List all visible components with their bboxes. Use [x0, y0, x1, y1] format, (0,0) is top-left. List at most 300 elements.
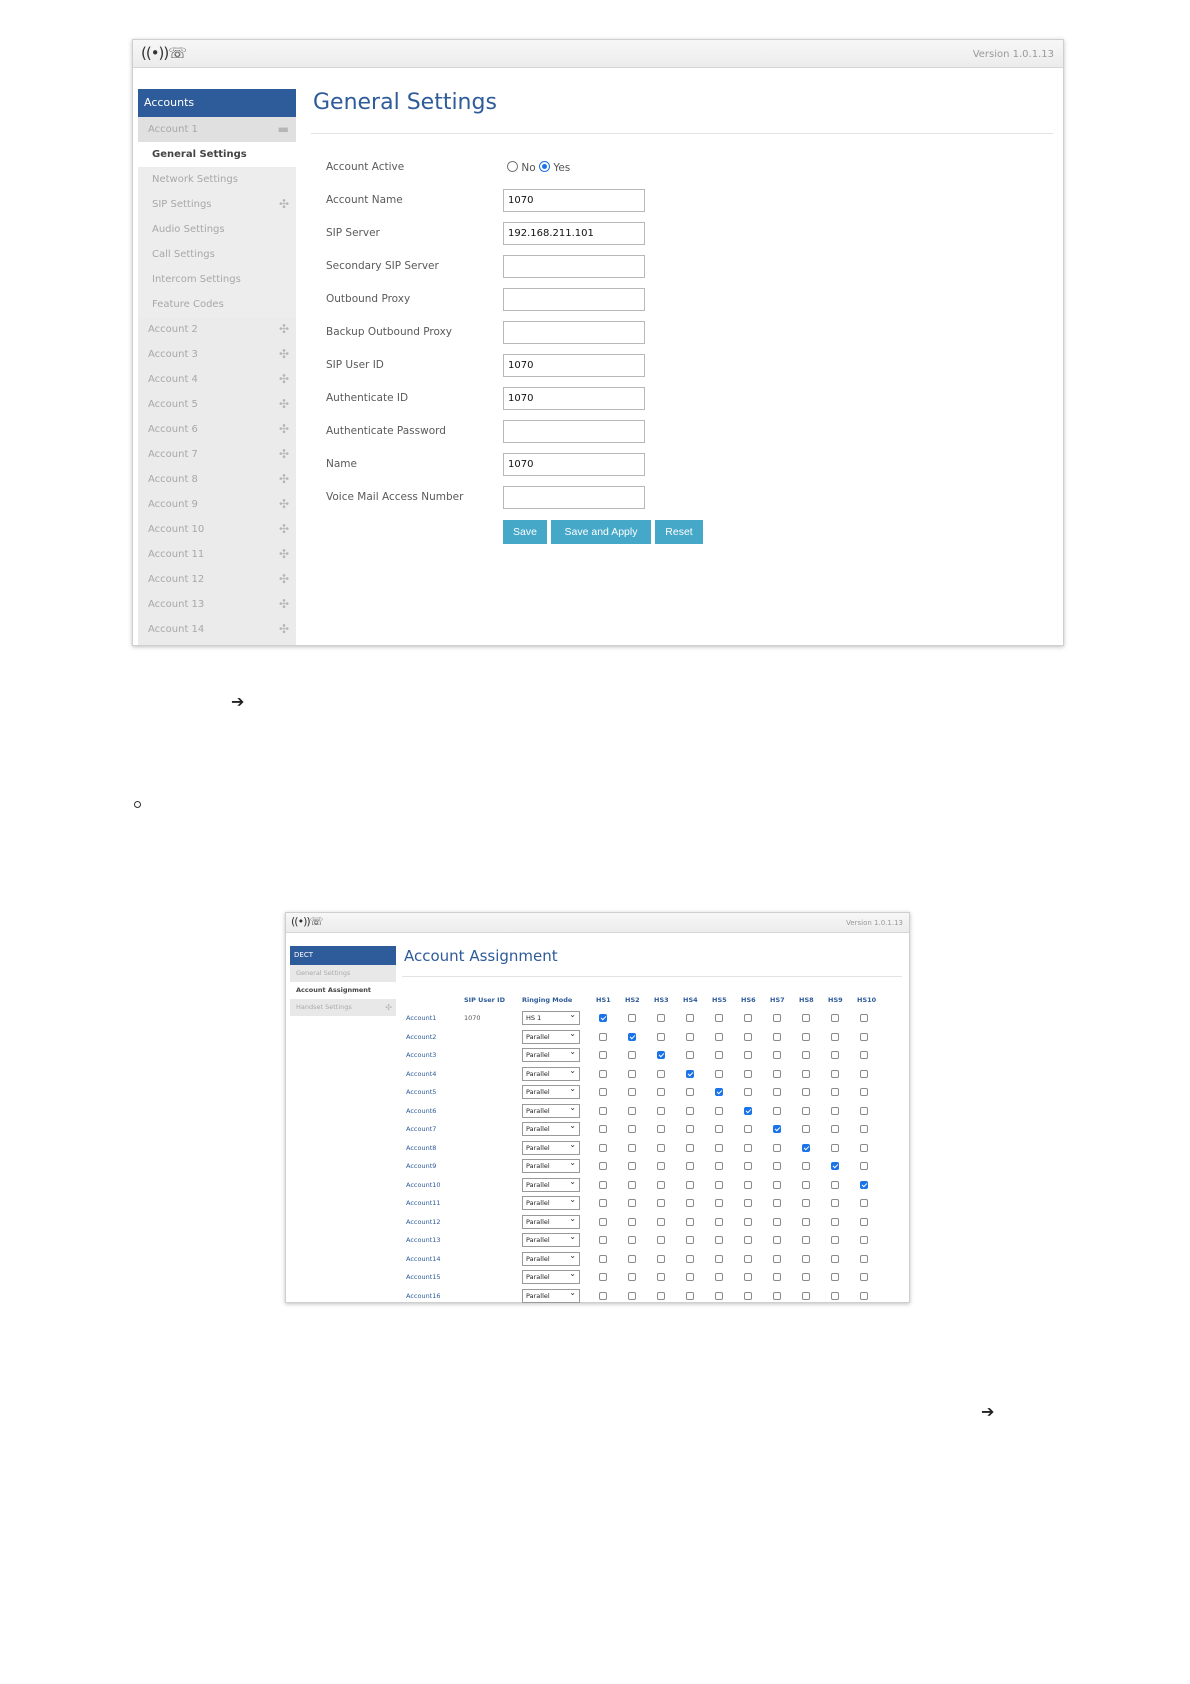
- sip-user-id: 1070: [464, 1014, 481, 1022]
- collapse-icon[interactable]: ▬: [277, 122, 289, 136]
- sidebar-item-account[interactable]: [138, 392, 296, 417]
- handset-checkbox[interactable]: [773, 1181, 781, 1189]
- sidebar-item-label: Account 11: [148, 549, 205, 560]
- text-input[interactable]: [503, 486, 645, 509]
- handset-checkbox[interactable]: [744, 1162, 752, 1170]
- sidebar-item-label: Feature Codes: [152, 299, 224, 310]
- handset-checkbox[interactable]: [686, 1218, 694, 1226]
- radio-no-label: No: [521, 162, 536, 174]
- handset-checkbox[interactable]: [715, 1199, 723, 1207]
- expand-icon[interactable]: ✣: [278, 497, 289, 511]
- handset-checkbox[interactable]: [744, 1255, 752, 1263]
- handset-checkbox[interactable]: [773, 1051, 781, 1059]
- handset-checkbox[interactable]: [686, 1273, 694, 1281]
- sidebar: [138, 89, 296, 645]
- text-input[interactable]: [503, 255, 645, 278]
- sidebar-item-account[interactable]: [138, 367, 296, 392]
- text-input[interactable]: 1070: [503, 453, 645, 476]
- handset-checkbox[interactable]: [831, 1292, 839, 1300]
- handset-checkbox[interactable]: [744, 1144, 752, 1152]
- handset-checkbox[interactable]: [715, 1070, 723, 1078]
- handset-checkbox[interactable]: [657, 1292, 665, 1300]
- handset-checkbox[interactable]: [744, 1218, 752, 1226]
- text-input[interactable]: [503, 288, 645, 311]
- field-label: Authenticate ID: [326, 392, 409, 404]
- expand-icon[interactable]: ✣: [278, 422, 289, 436]
- ringing-mode-select[interactable]: Parallel ⌄: [522, 1196, 580, 1210]
- sidebar-subitem[interactable]: [138, 242, 296, 267]
- handset-checkbox[interactable]: [628, 1273, 636, 1281]
- ringing-mode-select[interactable]: Parallel ⌄: [522, 1159, 580, 1173]
- column-header-handset: HS10: [857, 996, 877, 1004]
- handset-checkbox[interactable]: [599, 1292, 607, 1300]
- handset-checkbox[interactable]: [831, 1033, 839, 1041]
- sidebar-item-handset-settings[interactable]: [290, 999, 396, 1016]
- handset-checkbox[interactable]: [686, 1070, 694, 1078]
- sidebar-item-account[interactable]: [138, 342, 296, 367]
- handset-checkbox[interactable]: [802, 1292, 810, 1300]
- handset-checkbox[interactable]: [773, 1125, 781, 1133]
- handset-checkbox[interactable]: [628, 1292, 636, 1300]
- handset-checkbox[interactable]: [773, 1162, 781, 1170]
- handset-checkbox[interactable]: [657, 1162, 665, 1170]
- handset-checkbox[interactable]: [773, 1014, 781, 1022]
- expand-icon[interactable]: ✣: [278, 622, 289, 636]
- handset-checkbox[interactable]: [773, 1292, 781, 1300]
- radio-yes[interactable]: [539, 161, 550, 172]
- radio-no[interactable]: [507, 161, 518, 172]
- sidebar-item-label: Account 6: [148, 424, 198, 435]
- handset-checkbox[interactable]: [599, 1014, 607, 1022]
- handset-checkbox[interactable]: [744, 1070, 752, 1078]
- handset-checkbox[interactable]: [831, 1107, 839, 1115]
- account-label: Account4: [406, 1069, 437, 1078]
- sidebar-item-label: Account 10: [148, 524, 205, 535]
- handset-checkbox[interactable]: [715, 1255, 723, 1263]
- account-label: Account9: [406, 1162, 437, 1170]
- handset-checkbox[interactable]: [860, 1144, 868, 1152]
- handset-checkbox[interactable]: [628, 1144, 636, 1152]
- text-input[interactable]: 1070: [503, 189, 645, 212]
- handset-checkbox[interactable]: [860, 1199, 868, 1207]
- handset-checkbox[interactable]: [715, 1033, 723, 1041]
- field-label: Secondary SIP Server: [326, 260, 439, 272]
- handset-checkbox[interactable]: [715, 1014, 723, 1022]
- text-input[interactable]: [503, 420, 645, 443]
- field-label: Authenticate Password: [326, 425, 446, 437]
- handset-checkbox[interactable]: [628, 1088, 636, 1096]
- handset-checkbox[interactable]: [831, 1051, 839, 1059]
- handset-checkbox[interactable]: [686, 1107, 694, 1115]
- field-label: SIP User ID: [326, 359, 384, 371]
- handset-checkbox[interactable]: [831, 1088, 839, 1096]
- handset-checkbox[interactable]: [628, 1070, 636, 1078]
- reset-button[interactable]: Reset: [655, 520, 703, 544]
- save-button[interactable]: Save: [503, 520, 547, 544]
- handset-checkbox[interactable]: [773, 1255, 781, 1263]
- handset-checkbox[interactable]: [599, 1218, 607, 1226]
- handset-checkbox[interactable]: [686, 1051, 694, 1059]
- handset-checkbox[interactable]: [715, 1125, 723, 1133]
- handset-checkbox[interactable]: [715, 1273, 723, 1281]
- sidebar-item-label: General Settings: [152, 149, 247, 160]
- divider: [311, 133, 1053, 134]
- sidebar-item-account[interactable]: [138, 567, 296, 592]
- handset-checkbox[interactable]: [686, 1236, 694, 1244]
- column-header-handset: HS1: [596, 996, 611, 1004]
- handset-checkbox[interactable]: [860, 1255, 868, 1263]
- sidebar-header-dect[interactable]: DECT: [290, 946, 396, 965]
- handset-checkbox[interactable]: [715, 1144, 723, 1152]
- handset-checkbox[interactable]: [802, 1162, 810, 1170]
- account-label: Account2: [406, 1032, 437, 1041]
- ringing-mode-select[interactable]: Parallel ⌄: [522, 1141, 580, 1155]
- sidebar-item-label: Account 9: [148, 499, 198, 510]
- handset-checkbox[interactable]: [860, 1236, 868, 1244]
- handset-checkbox[interactable]: [802, 1181, 810, 1189]
- text-input[interactable]: [503, 321, 645, 344]
- handset-checkbox[interactable]: [628, 1033, 636, 1041]
- handset-checkbox[interactable]: [802, 1199, 810, 1207]
- account-label: Account15: [406, 1273, 441, 1281]
- sidebar-item-label: Account 1: [148, 124, 198, 135]
- handset-checkbox[interactable]: [773, 1199, 781, 1207]
- sidebar-item-account[interactable]: [138, 617, 296, 642]
- handset-checkbox[interactable]: [802, 1070, 810, 1078]
- handset-checkbox[interactable]: [657, 1273, 665, 1281]
- expand-icon[interactable]: ✣: [278, 397, 289, 411]
- sidebar-item-label: Account 4: [148, 374, 198, 385]
- handset-checkbox[interactable]: [802, 1125, 810, 1133]
- handset-checkbox[interactable]: [628, 1107, 636, 1115]
- handset-checkbox[interactable]: [744, 1033, 752, 1041]
- handset-checkbox[interactable]: [657, 1014, 665, 1022]
- handset-checkbox[interactable]: [657, 1218, 665, 1226]
- handset-checkbox[interactable]: [599, 1144, 607, 1152]
- handset-checkbox[interactable]: [686, 1125, 694, 1133]
- text-input[interactable]: 1070: [503, 387, 645, 410]
- expand-icon[interactable]: ✣: [278, 522, 289, 536]
- handset-checkbox[interactable]: [860, 1107, 868, 1115]
- account-label: Account6: [406, 1106, 437, 1115]
- handset-checkbox[interactable]: [744, 1236, 752, 1244]
- ringing-mode-select[interactable]: Parallel ⌄: [522, 1030, 580, 1044]
- sidebar-item-label: Handset Settings: [296, 1003, 352, 1011]
- handset-checkbox[interactable]: [715, 1088, 723, 1096]
- sidebar-subitem[interactable]: [138, 167, 296, 192]
- handset-checkbox[interactable]: [773, 1107, 781, 1115]
- handset-checkbox[interactable]: [744, 1125, 752, 1133]
- handset-checkbox[interactable]: [599, 1199, 607, 1207]
- column-header-handset: HS4: [683, 996, 698, 1004]
- column-header-ringing-mode: Ringing Mode: [522, 996, 573, 1004]
- handset-checkbox[interactable]: [831, 1144, 839, 1152]
- sidebar-item-general-settings[interactable]: General Settings: [290, 965, 396, 982]
- handset-checkbox[interactable]: [657, 1144, 665, 1152]
- account-active-label: Account Active: [326, 161, 405, 173]
- sidebar-item-label: Intercom Settings: [152, 274, 241, 285]
- handset-checkbox[interactable]: [599, 1162, 607, 1170]
- expand-icon[interactable]: ✣: [278, 347, 289, 361]
- page-title: General Settings: [313, 90, 497, 115]
- radio-yes-label: Yes: [553, 162, 571, 174]
- handset-checkbox[interactable]: [657, 1181, 665, 1189]
- handset-checkbox[interactable]: [744, 1181, 752, 1189]
- bullet-icon: [134, 801, 141, 808]
- handset-checkbox[interactable]: [802, 1107, 810, 1115]
- handset-checkbox[interactable]: [860, 1181, 868, 1189]
- handset-checkbox[interactable]: [599, 1033, 607, 1041]
- sidebar-header-accounts[interactable]: Accounts: [138, 89, 296, 117]
- sidebar-item-account[interactable]: [138, 517, 296, 542]
- handset-checkbox[interactable]: [860, 1162, 868, 1170]
- handset-checkbox[interactable]: [657, 1033, 665, 1041]
- handset-checkbox[interactable]: [599, 1236, 607, 1244]
- ringing-mode-select[interactable]: HS 1 ⌄: [522, 1011, 580, 1025]
- handset-checkbox[interactable]: [628, 1014, 636, 1022]
- handset-checkbox[interactable]: [744, 1199, 752, 1207]
- save-and-apply-button[interactable]: Save and Apply: [551, 520, 651, 544]
- handset-checkbox[interactable]: [860, 1088, 868, 1096]
- handset-checkbox[interactable]: [744, 1014, 752, 1022]
- handset-checkbox[interactable]: [599, 1255, 607, 1263]
- text-input[interactable]: 192.168.211.101: [503, 222, 645, 245]
- handset-checkbox[interactable]: [802, 1014, 810, 1022]
- sidebar-item-label: Account 14: [148, 624, 205, 635]
- handset-checkbox[interactable]: [715, 1162, 723, 1170]
- handset-checkbox[interactable]: [773, 1273, 781, 1281]
- handset-checkbox[interactable]: [860, 1070, 868, 1078]
- expand-icon[interactable]: ✣: [278, 322, 289, 336]
- sidebar-subitem[interactable]: [138, 292, 296, 317]
- account-label: Account1: [406, 1014, 437, 1022]
- account-label: Account5: [406, 1088, 437, 1096]
- handset-checkbox[interactable]: [831, 1125, 839, 1133]
- ringing-mode-select[interactable]: Parallel ⌄: [522, 1122, 580, 1136]
- field-label: Account Name: [326, 194, 403, 206]
- handset-checkbox[interactable]: [628, 1125, 636, 1133]
- handset-checkbox[interactable]: [686, 1292, 694, 1300]
- handset-checkbox[interactable]: [773, 1236, 781, 1244]
- handset-checkbox[interactable]: [599, 1181, 607, 1189]
- handset-checkbox[interactable]: [686, 1162, 694, 1170]
- field-label: SIP Server: [326, 227, 380, 239]
- handset-checkbox[interactable]: [628, 1051, 636, 1059]
- sidebar-item-account[interactable]: [138, 467, 296, 492]
- handset-checkbox[interactable]: [628, 1218, 636, 1226]
- divider: [402, 976, 902, 977]
- handset-checkbox[interactable]: [860, 1273, 868, 1281]
- sidebar-item-account[interactable]: [138, 317, 296, 342]
- handset-checkbox[interactable]: [831, 1218, 839, 1226]
- expand-icon[interactable]: ✣: [278, 547, 289, 561]
- handset-checkbox[interactable]: [831, 1070, 839, 1078]
- handset-checkbox[interactable]: [831, 1014, 839, 1022]
- sidebar-item-account-1[interactable]: [138, 117, 296, 142]
- account-label: Account8: [406, 1143, 437, 1152]
- handset-checkbox[interactable]: [773, 1070, 781, 1078]
- sidebar-item-account-assignment[interactable]: Account Assignment: [290, 982, 396, 999]
- ringing-mode-select[interactable]: Parallel ⌄: [522, 1104, 580, 1118]
- handset-checkbox[interactable]: [657, 1236, 665, 1244]
- handset-checkbox[interactable]: [744, 1088, 752, 1096]
- handset-checkbox[interactable]: [628, 1181, 636, 1189]
- handset-checkbox[interactable]: [831, 1273, 839, 1281]
- handset-checkbox[interactable]: [599, 1088, 607, 1096]
- ringing-mode-select[interactable]: Parallel ⌄: [522, 1085, 580, 1099]
- handset-checkbox[interactable]: [802, 1033, 810, 1041]
- handset-checkbox[interactable]: [599, 1070, 607, 1078]
- handset-checkbox[interactable]: [744, 1051, 752, 1059]
- handset-checkbox[interactable]: [628, 1199, 636, 1207]
- handset-checkbox[interactable]: [744, 1107, 752, 1115]
- handset-checkbox[interactable]: [657, 1107, 665, 1115]
- handset-checkbox[interactable]: [744, 1273, 752, 1281]
- ringing-mode-select[interactable]: Parallel ⌄: [522, 1252, 580, 1266]
- ringing-mode-select[interactable]: Parallel ⌄: [522, 1215, 580, 1229]
- expand-icon[interactable]: ✣: [278, 597, 289, 611]
- handset-checkbox[interactable]: [715, 1181, 723, 1189]
- handset-checkbox[interactable]: [744, 1292, 752, 1300]
- sidebar-subitem[interactable]: [138, 217, 296, 242]
- sidebar-item-label: Account 5: [148, 399, 198, 410]
- handset-checkbox[interactable]: [831, 1236, 839, 1244]
- expand-icon[interactable]: ✣: [278, 197, 289, 211]
- handset-checkbox[interactable]: [802, 1236, 810, 1244]
- handset-checkbox[interactable]: [686, 1033, 694, 1041]
- expand-icon[interactable]: ✣: [278, 472, 289, 486]
- sidebar-subitem[interactable]: [138, 192, 296, 217]
- column-header-handset: HS3: [654, 996, 669, 1004]
- handset-checkbox[interactable]: [715, 1107, 723, 1115]
- handset-checkbox[interactable]: [802, 1144, 810, 1152]
- handset-checkbox[interactable]: [860, 1014, 868, 1022]
- handset-checkbox[interactable]: [686, 1144, 694, 1152]
- sidebar-item-account[interactable]: [138, 442, 296, 467]
- sidebar-item-account[interactable]: [138, 542, 296, 567]
- handset-checkbox[interactable]: [860, 1125, 868, 1133]
- handset-checkbox[interactable]: [831, 1181, 839, 1189]
- column-header-handset: HS5: [712, 996, 727, 1004]
- sidebar-item-account[interactable]: [138, 592, 296, 617]
- handset-checkbox[interactable]: [686, 1255, 694, 1263]
- account-label: Account3: [406, 1051, 437, 1059]
- sidebar-item-label: Account 3: [148, 349, 198, 360]
- handset-checkbox[interactable]: [860, 1292, 868, 1300]
- handset-checkbox[interactable]: [773, 1088, 781, 1096]
- arrow-right-icon: ➔: [231, 692, 245, 711]
- handset-checkbox[interactable]: [802, 1088, 810, 1096]
- handset-checkbox[interactable]: [715, 1051, 723, 1059]
- sidebar-item-label: Account 12: [148, 574, 205, 585]
- sidebar-item-label: Network Settings: [152, 174, 238, 185]
- handset-checkbox[interactable]: [657, 1199, 665, 1207]
- handset-checkbox[interactable]: [686, 1088, 694, 1096]
- page-title: Account Assignment: [404, 947, 558, 965]
- handset-checkbox[interactable]: [715, 1292, 723, 1300]
- ringing-mode-select[interactable]: Parallel ⌄: [522, 1067, 580, 1081]
- sidebar-subitem[interactable]: [138, 267, 296, 292]
- sidebar-item-label: Account 2: [148, 324, 198, 335]
- general-settings-screenshot: [132, 39, 1064, 646]
- handset-checkbox[interactable]: [715, 1236, 723, 1244]
- handset-checkbox[interactable]: [802, 1218, 810, 1226]
- handset-checkbox[interactable]: [860, 1033, 868, 1041]
- handset-checkbox[interactable]: [831, 1255, 839, 1263]
- account-label: Account11: [406, 1199, 441, 1207]
- ringing-mode-select[interactable]: Parallel ⌄: [522, 1178, 580, 1192]
- sidebar-item-account[interactable]: [138, 492, 296, 517]
- handset-checkbox[interactable]: [657, 1125, 665, 1133]
- handset-checkbox[interactable]: [860, 1051, 868, 1059]
- sidebar-item-label: Call Settings: [152, 249, 215, 260]
- handset-checkbox[interactable]: [599, 1107, 607, 1115]
- sidebar-item-label: Account 13: [148, 599, 205, 610]
- handset-checkbox[interactable]: [686, 1199, 694, 1207]
- sidebar-item-label: Audio Settings: [152, 224, 225, 235]
- ringing-mode-select[interactable]: Parallel ⌄: [522, 1289, 580, 1303]
- handset-checkbox[interactable]: [657, 1255, 665, 1263]
- handset-checkbox[interactable]: [657, 1070, 665, 1078]
- version-label: Version 1.0.1.13: [846, 919, 903, 927]
- account-label: Account16: [406, 1291, 441, 1300]
- account-assignment-screenshot: [285, 912, 910, 1303]
- ringing-mode-select[interactable]: Parallel ⌄: [522, 1270, 580, 1284]
- account-label: Account13: [406, 1236, 441, 1244]
- handset-checkbox[interactable]: [686, 1014, 694, 1022]
- ringing-mode-select[interactable]: Parallel ⌄: [522, 1048, 580, 1062]
- handset-checkbox[interactable]: [628, 1255, 636, 1263]
- column-header-handset: HS2: [625, 996, 640, 1004]
- expand-icon[interactable]: ✣: [278, 372, 289, 386]
- sidebar-item-account[interactable]: [138, 417, 296, 442]
- dect-logo-icon: ((•))☏: [291, 915, 323, 928]
- handset-checkbox[interactable]: [773, 1144, 781, 1152]
- handset-checkbox[interactable]: [802, 1273, 810, 1281]
- expand-icon[interactable]: ✣: [385, 1003, 392, 1012]
- handset-checkbox[interactable]: [599, 1125, 607, 1133]
- sidebar-subitem[interactable]: [138, 142, 296, 167]
- column-header-sip-user-id: SIP User ID: [464, 996, 505, 1004]
- account-label: Account7: [406, 1125, 437, 1133]
- handset-checkbox[interactable]: [773, 1218, 781, 1226]
- account-label: Account12: [406, 1217, 441, 1226]
- handset-checkbox[interactable]: [599, 1273, 607, 1281]
- handset-checkbox[interactable]: [802, 1051, 810, 1059]
- handset-checkbox[interactable]: [686, 1181, 694, 1189]
- handset-checkbox[interactable]: [773, 1033, 781, 1041]
- expand-icon[interactable]: ✣: [278, 447, 289, 461]
- handset-checkbox[interactable]: [628, 1236, 636, 1244]
- handset-checkbox[interactable]: [657, 1088, 665, 1096]
- expand-icon[interactable]: ✣: [278, 572, 289, 586]
- column-header-handset: HS7: [770, 996, 785, 1004]
- handset-checkbox[interactable]: [831, 1162, 839, 1170]
- handset-checkbox[interactable]: [831, 1199, 839, 1207]
- ringing-mode-select[interactable]: Parallel ⌄: [522, 1233, 580, 1247]
- handset-checkbox[interactable]: [628, 1162, 636, 1170]
- column-header-handset: HS6: [741, 996, 756, 1004]
- handset-checkbox[interactable]: [657, 1051, 665, 1059]
- account-label: Account10: [406, 1180, 441, 1189]
- text-input[interactable]: 1070: [503, 354, 645, 377]
- handset-checkbox[interactable]: [599, 1051, 607, 1059]
- sidebar-item-label: Account 8: [148, 474, 198, 485]
- handset-checkbox[interactable]: [715, 1218, 723, 1226]
- handset-checkbox[interactable]: [802, 1255, 810, 1263]
- handset-checkbox[interactable]: [860, 1218, 868, 1226]
- top-bar: [133, 40, 1063, 68]
